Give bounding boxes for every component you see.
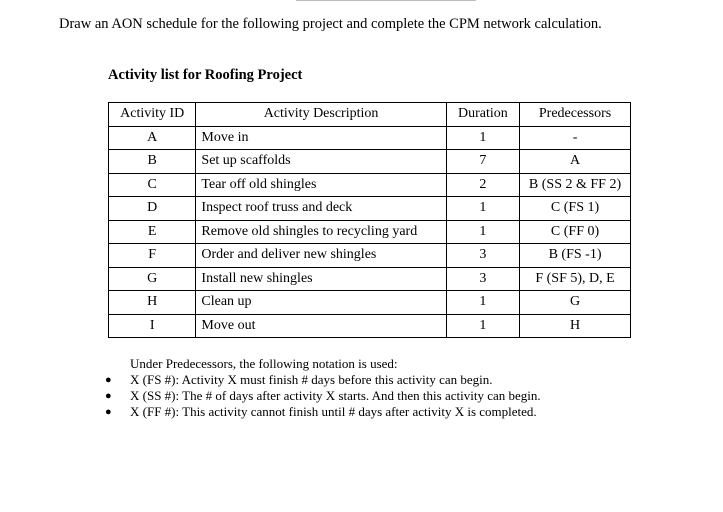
cell-activity-description: Set up scaffolds: [196, 150, 446, 174]
list-item: [105, 372, 541, 388]
list-item: [105, 388, 541, 404]
cell-activity-description: Tear off old shingles: [196, 173, 446, 197]
cell-activity-description: Inspect roof truss and deck: [196, 197, 446, 221]
notation-list: [105, 372, 541, 420]
cell-duration: 2: [446, 173, 519, 197]
header-duration: Duration: [446, 103, 519, 127]
table-row: [109, 150, 631, 174]
notation-heading: Under Predecessors, the following notation is used:: [130, 356, 398, 371]
cell-predecessors: B (FS -1): [520, 244, 631, 268]
table-header-row: [109, 103, 631, 127]
cell-activity-id: E: [109, 220, 196, 244]
header-activity-id: Activity ID: [109, 103, 196, 127]
cell-activity-id: G: [109, 267, 196, 291]
cell-predecessors: A: [520, 150, 631, 174]
cell-activity-id: C: [109, 173, 196, 197]
cell-activity-description: Remove old shingles to recycling yard: [196, 220, 446, 244]
cell-predecessors: F (SF 5), D, E: [520, 267, 631, 291]
cell-predecessors: H: [520, 314, 631, 338]
header-predecessors: Predecessors: [520, 103, 631, 127]
cell-activity-description: Order and deliver new shingles: [196, 244, 446, 268]
table-row: [109, 173, 631, 197]
table-row: [109, 244, 631, 268]
table-row: [109, 291, 631, 315]
cell-duration: 3: [446, 244, 519, 268]
cell-activity-description: Install new shingles: [196, 267, 446, 291]
list-item: [105, 404, 541, 420]
top-divider: [296, 0, 476, 1]
bullet-icon: ●: [105, 374, 112, 386]
cell-activity-id: H: [109, 291, 196, 315]
table-row: [109, 126, 631, 150]
cell-duration: 1: [446, 126, 519, 150]
table-row: [109, 220, 631, 244]
cell-predecessors: C (FS 1): [520, 197, 631, 221]
cell-activity-description: Move in: [196, 126, 446, 150]
cell-duration: 1: [446, 314, 519, 338]
table-row: [109, 267, 631, 291]
cell-predecessors: -: [520, 126, 631, 150]
activity-table: [108, 102, 631, 338]
cell-activity-id: B: [109, 150, 196, 174]
cell-activity-description: Move out: [196, 314, 446, 338]
bullet-icon: ●: [105, 406, 112, 418]
notation-text: X (SS #): The # of days after activity X starts. And then this activity can begin.: [130, 388, 541, 403]
cell-duration: 7: [446, 150, 519, 174]
cell-activity-id: A: [109, 126, 196, 150]
table-row: [109, 314, 631, 338]
intro-instruction: Draw an AON schedule for the following project and complete the CPM network calculation.: [59, 16, 602, 32]
cell-activity-id: D: [109, 197, 196, 221]
cell-predecessors: C (FF 0): [520, 220, 631, 244]
table-title: Activity list for Roofing Project: [108, 67, 303, 83]
cell-activity-description: Clean up: [196, 291, 446, 315]
cell-duration: 1: [446, 291, 519, 315]
cell-activity-id: I: [109, 314, 196, 338]
cell-activity-id: F: [109, 244, 196, 268]
header-activity-description: Activity Description: [196, 103, 446, 127]
cell-duration: 3: [446, 267, 519, 291]
notation-text: X (FS #): Activity X must finish # days before this activity can begin.: [130, 372, 493, 387]
notation-notes: [105, 356, 541, 420]
cell-duration: 1: [446, 220, 519, 244]
notation-text: X (FF #): This activity cannot finish until # days after activity X is completed.: [130, 404, 537, 419]
cell-duration: 1: [446, 197, 519, 221]
cell-predecessors: B (SS 2 & FF 2): [520, 173, 631, 197]
table-row: [109, 197, 631, 221]
bullet-icon: ●: [105, 390, 112, 402]
cell-predecessors: G: [520, 291, 631, 315]
